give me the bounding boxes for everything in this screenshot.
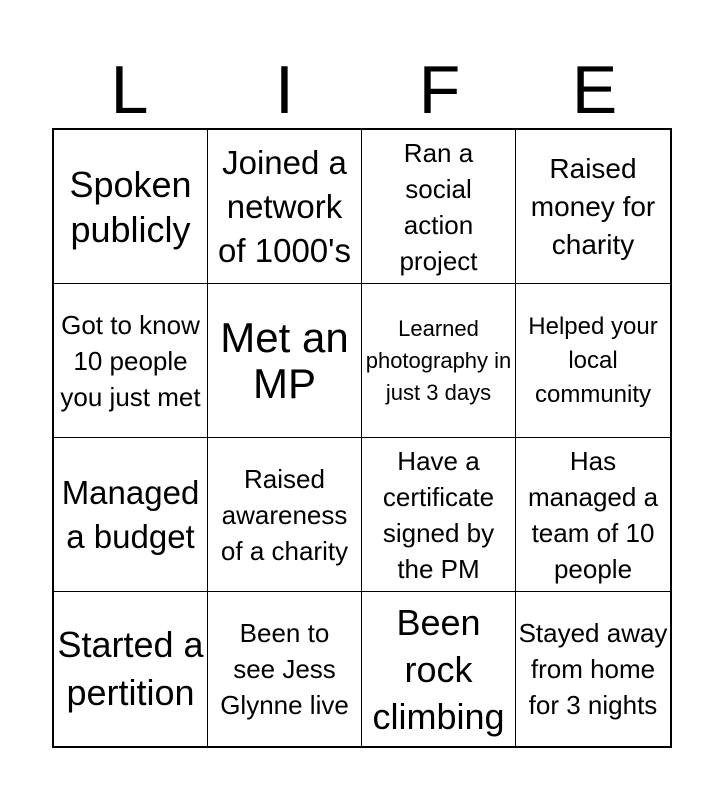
bingo-cell[interactable]	[54, 130, 208, 284]
cell-text: Been rock climbing	[372, 601, 505, 737]
header-letter-i: I	[275, 52, 294, 128]
cell-text: Have a certificate signed by the PM	[382, 445, 495, 584]
cell-text: Helped your local community	[528, 312, 658, 408]
bingo-grid	[52, 128, 672, 748]
cell-text: Learned photography in just 3 days	[365, 315, 512, 405]
cell-text: Joined a network of 1000's	[218, 143, 351, 269]
cell-text: Met an MP	[220, 313, 349, 407]
bingo-cell[interactable]	[516, 438, 670, 592]
cell-text: Got to know 10 people you just met	[60, 309, 201, 412]
cell-text: Raised money for charity	[530, 152, 656, 260]
cell-text: Managed a budget	[61, 473, 200, 555]
header-letter-l: L	[110, 52, 149, 128]
cell-text: Ran a social action project	[399, 137, 478, 276]
header-letter-f: F	[418, 52, 461, 128]
cell-text: Raised awareness of a charity	[220, 463, 349, 566]
bingo-cell[interactable]	[516, 284, 670, 438]
cell-text: Has managed a team of 10 people	[527, 445, 659, 584]
header-letter-e: E	[571, 52, 618, 128]
bingo-cell[interactable]	[362, 130, 516, 284]
bingo-cell[interactable]	[516, 130, 670, 284]
cell-text: Spoken publicly	[69, 163, 192, 250]
bingo-cell[interactable]	[208, 592, 362, 746]
bingo-cell[interactable]	[516, 592, 670, 746]
cell-text: Started a pertition	[57, 624, 204, 713]
bingo-cell[interactable]	[208, 438, 362, 592]
bingo-cell[interactable]	[362, 438, 516, 592]
bingo-cell[interactable]	[54, 592, 208, 746]
bingo-cell[interactable]	[362, 284, 516, 438]
bingo-header	[52, 52, 672, 128]
bingo-cell[interactable]	[54, 438, 208, 592]
bingo-cell[interactable]	[362, 592, 516, 746]
bingo-cell[interactable]	[208, 284, 362, 438]
cell-text: Been to see Jess Glynne live	[220, 618, 349, 720]
bingo-cell[interactable]	[208, 130, 362, 284]
bingo-cell[interactable]	[54, 284, 208, 438]
cell-text: Stayed away from home for 3 nights	[518, 618, 668, 720]
